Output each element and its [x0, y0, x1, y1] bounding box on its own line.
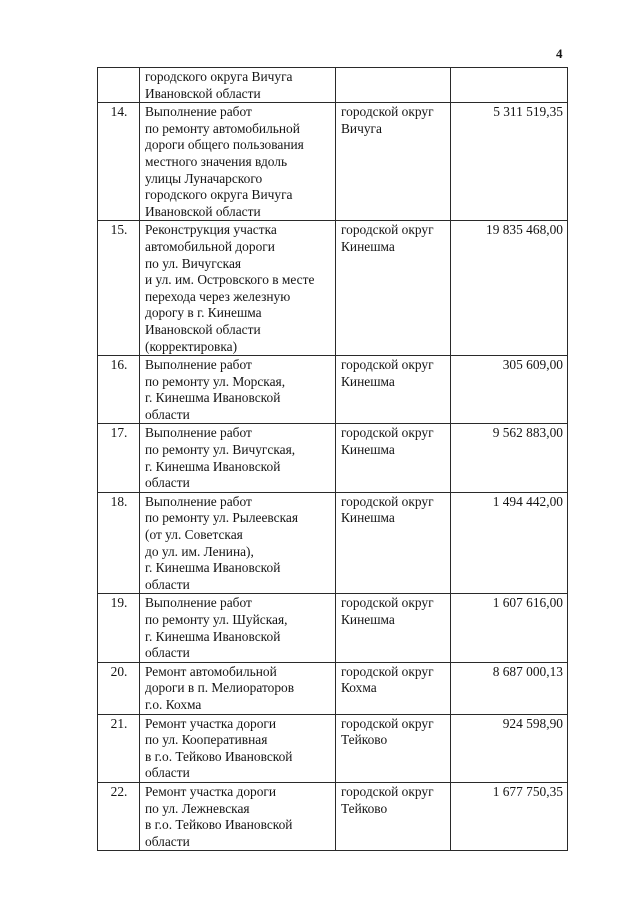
row-number-cell: 19. — [98, 594, 140, 662]
work-name-line: местного значения вдоль — [145, 153, 288, 169]
work-name-cell — [140, 492, 336, 594]
table-row — [98, 492, 568, 594]
work-name-line: дороги в п. Мелиораторов — [145, 680, 295, 696]
municipality-line: городской округ — [341, 357, 434, 373]
page-number: 4 — [556, 46, 563, 61]
work-name-cell — [140, 662, 336, 714]
amount-cell: 9 562 883,00 — [451, 424, 568, 492]
row-number-cell: 17. — [98, 424, 140, 492]
amount-cell: 5 311 519,35 — [451, 103, 568, 221]
work-name-line: по ремонту ул. Морская, — [145, 373, 286, 389]
row-number-cell: 21. — [98, 714, 140, 782]
work-name-line: области — [145, 576, 190, 592]
work-name-line: по ул. Лежневская — [145, 800, 250, 816]
work-name-line: дорогу в г. Кинешма — [145, 305, 262, 321]
municipality-line: городской округ — [341, 663, 434, 679]
work-name-line: по ул. Кооперативная — [145, 732, 268, 748]
table-row — [98, 221, 568, 356]
work-name-cell — [140, 714, 336, 782]
work-name-cell — [140, 68, 336, 103]
municipality-cell — [336, 424, 451, 492]
municipality-line: Кохма — [341, 680, 377, 696]
municipality-line: Кинешма — [341, 510, 395, 526]
municipality-line: Кинешма — [341, 612, 395, 627]
work-name-line: автомобильной дороги — [145, 238, 275, 254]
work-name-line: Выполнение работ — [145, 104, 252, 120]
municipality-line: Кинешма — [341, 442, 395, 458]
table-row — [98, 594, 568, 662]
municipality-line: городской округ — [341, 783, 434, 799]
table-row-continuation — [98, 68, 568, 103]
work-name-line: области — [145, 765, 190, 781]
work-name-line: Ивановской области — [145, 321, 261, 337]
row-number-cell: 15. — [98, 221, 140, 356]
work-name-line: по ремонту автомобильной — [145, 120, 300, 136]
work-name-line: Ремонт автомобильной — [145, 663, 277, 679]
work-name-line: области — [145, 406, 190, 422]
work-name-cell — [140, 782, 336, 850]
work-name-line: перехода через железную — [145, 288, 291, 304]
municipality-line: Вичуга — [341, 120, 382, 136]
work-name-line: Реконструкция участка — [145, 222, 277, 238]
table-row — [98, 103, 568, 221]
work-name-line: (корректировка) — [145, 338, 238, 354]
municipality-line: городской округ — [341, 425, 434, 441]
work-name-line: по ул. Вичугская — [145, 255, 242, 271]
work-name-line: Выполнение работ — [145, 493, 252, 509]
work-name-cell — [140, 221, 336, 356]
work-name-line: Ивановской области — [145, 203, 261, 219]
table-row — [98, 714, 568, 782]
work-name-line: Выполнение работ — [145, 425, 252, 441]
municipality-cell — [336, 221, 451, 356]
work-name-cell — [140, 594, 336, 662]
work-name-line: и ул. им. Островского в месте — [145, 272, 315, 288]
municipality-line: Тейково — [341, 732, 388, 748]
work-name-line: по ремонту ул. Шуйская, — [145, 612, 288, 627]
municipality-cell — [336, 356, 451, 424]
work-name-line: по ремонту ул. Рылеевская — [145, 510, 298, 526]
amount-cell: 1 494 442,00 — [451, 492, 568, 594]
municipality-line: Кинешма — [341, 238, 395, 254]
work-name-line: г. Кинешма Ивановской — [145, 628, 281, 644]
municipality-line: городской округ — [341, 715, 434, 731]
row-number-cell: 18. — [98, 492, 140, 594]
row-number-cell: 14. — [98, 103, 140, 221]
row-number-cell — [98, 68, 140, 103]
work-name-line: городского округа Вичуга — [145, 69, 293, 84]
work-name-cell — [140, 103, 336, 221]
municipality-cell — [336, 594, 451, 662]
municipality-cell — [336, 782, 451, 850]
table-row — [98, 782, 568, 850]
work-name-line: в г.о. Тейково Ивановской — [145, 817, 293, 833]
municipality-line: Кинешма — [341, 373, 395, 389]
work-name-cell — [140, 356, 336, 424]
work-name-line: (от ул. Советская — [145, 527, 243, 543]
amount-cell: 305 609,00 — [451, 356, 568, 424]
work-name-line: Ивановской области — [145, 85, 261, 101]
table-row — [98, 356, 568, 424]
amount-cell: 1 607 616,00 — [451, 594, 568, 662]
work-name-line: г. Кинешма Ивановской — [145, 458, 281, 474]
municipality-line: городской округ — [341, 222, 434, 238]
work-name-line: г.о. Кохма — [145, 696, 202, 712]
work-name-line: области — [145, 475, 190, 491]
work-name-line: г. Кинешма Ивановской — [145, 560, 281, 576]
work-name-line: г. Кинешма Ивановской — [145, 390, 281, 406]
municipality-line: городской округ — [341, 595, 434, 611]
work-name-line: Ремонт участка дороги — [145, 715, 277, 731]
work-name-line: Выполнение работ — [145, 357, 252, 373]
work-name-line: в г.о. Тейково Ивановской — [145, 748, 293, 764]
municipality-cell — [336, 103, 451, 221]
work-name-line: дороги общего пользования — [145, 137, 304, 153]
work-name-line: Ремонт участка дороги — [145, 783, 277, 799]
table-body — [98, 68, 568, 851]
road-works-table — [97, 67, 568, 851]
work-name-cell — [140, 424, 336, 492]
municipality-line: Тейково — [341, 800, 388, 816]
row-number-cell: 20. — [98, 662, 140, 714]
municipality-cell — [336, 68, 451, 103]
municipality-cell — [336, 714, 451, 782]
municipality-cell — [336, 662, 451, 714]
work-name-line: Выполнение работ — [145, 595, 252, 611]
work-name-line: городского округа Вичуга — [145, 187, 293, 203]
table-row — [98, 662, 568, 714]
work-name-line: до ул. им. Ленина), — [145, 543, 254, 559]
municipality-line: городской округ — [341, 493, 434, 509]
municipality-cell — [336, 492, 451, 594]
amount-cell: 19 835 468,00 — [451, 221, 568, 356]
municipality-line: городской округ — [341, 104, 434, 120]
work-name-line: области — [145, 645, 190, 661]
work-name-line: по ремонту ул. Вичугская, — [145, 442, 296, 458]
row-number-cell: 22. — [98, 782, 140, 850]
amount-cell: 8 687 000,13 — [451, 662, 568, 714]
work-name-line: улицы Луначарского — [145, 170, 263, 186]
work-name-line: области — [145, 833, 190, 849]
amount-cell — [451, 68, 568, 103]
row-number-cell: 16. — [98, 356, 140, 424]
amount-cell: 1 677 750,35 — [451, 782, 568, 850]
table-row — [98, 424, 568, 492]
amount-cell: 924 598,90 — [451, 714, 568, 782]
